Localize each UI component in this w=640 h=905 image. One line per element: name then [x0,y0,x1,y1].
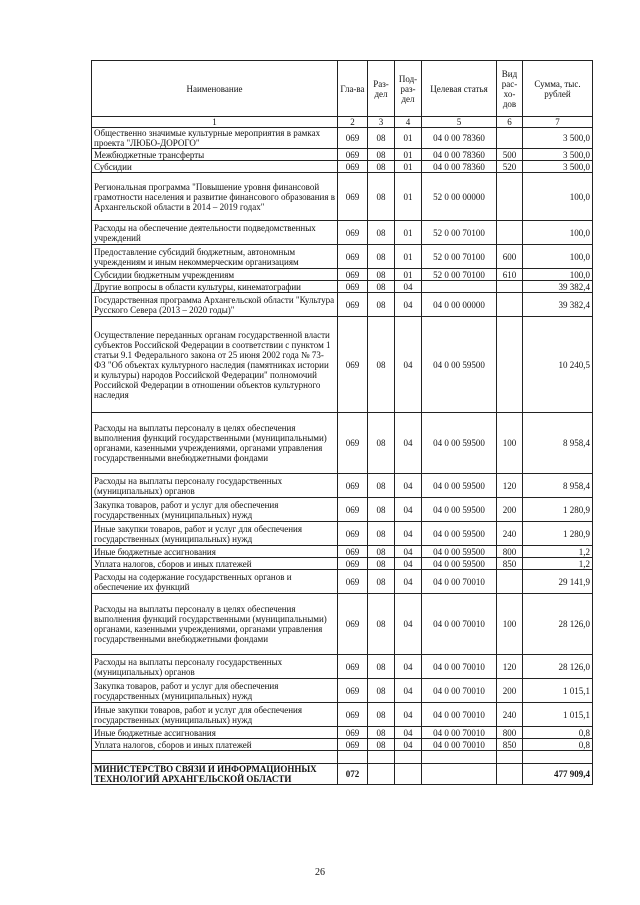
table-row [92,727,593,739]
row-podrazdel: 04 [395,413,422,474]
row-razdel: 08 [368,739,395,751]
table-row [92,221,593,245]
table-row [92,173,593,221]
row-celevaya-statya [422,281,497,293]
row-name: Закупка товаров, работ и услуг для обеспечения государственных (муниципальных) нужд [92,498,338,522]
row-vid-rashodov: 800 [497,546,523,558]
row-vid-rashodov: 100 [497,594,523,655]
row-summa: 28 126,0 [523,594,593,655]
row-summa: 39 382,4 [523,281,593,293]
row-summa: 100,0 [523,173,593,221]
column-index: 5 [422,117,497,128]
header-vid-rashodov: Вид рас-хо-дов [497,61,523,117]
row-podrazdel: 04 [395,655,422,679]
row-vid-rashodov: 500 [497,149,523,161]
row-name: Субсидии бюджетным учреждениям [92,269,338,281]
row-glava: 069 [338,293,368,317]
row-glava: 069 [338,739,368,751]
column-index: 1 [92,117,338,128]
table-row [92,161,593,173]
table-row [92,655,593,679]
row-razdel: 08 [368,703,395,727]
row-razdel: 08 [368,558,395,570]
row-summa: 0,8 [523,739,593,751]
row-celevaya-statya: 04 0 00 59500 [422,558,497,570]
header-glava: Гла-ва [338,61,368,117]
row-vid-rashodov: 200 [497,498,523,522]
row-razdel: 08 [368,128,395,149]
row-glava: 069 [338,221,368,245]
row-podrazdel: 04 [395,679,422,703]
row-vid-rashodov [497,221,523,245]
row-name: Межбюджетные трансферты [92,149,338,161]
header-row [92,61,593,117]
row-celevaya-statya: 04 0 00 70010 [422,570,497,594]
row-celevaya-statya: 04 0 00 70010 [422,594,497,655]
row-name: Уплата налогов, сборов и иных платежей [92,558,338,570]
row-podrazdel: 04 [395,739,422,751]
row-celevaya-statya: 04 0 00 70010 [422,679,497,703]
row-podrazdel: 04 [395,594,422,655]
table-body [92,128,593,751]
row-podrazdel: 01 [395,161,422,173]
row-summa: 1 015,1 [523,703,593,727]
row-vid-rashodov [497,173,523,221]
row-summa: 3 500,0 [523,149,593,161]
row-vid-rashodov: 600 [497,245,523,269]
table-row [92,293,593,317]
table-row [92,498,593,522]
table-row [92,594,593,655]
row-glava: 069 [338,128,368,149]
row-celevaya-statya: 04 0 00 70010 [422,703,497,727]
column-index: 4 [395,117,422,128]
row-glava: 069 [338,474,368,498]
table-row [92,269,593,281]
row-celevaya-statya: 04 0 00 78360 [422,149,497,161]
row-summa: 39 382,4 [523,293,593,317]
ministry-vid-rashodov [497,764,523,785]
row-glava: 069 [338,727,368,739]
table-row [92,281,593,293]
row-glava: 069 [338,558,368,570]
row-celevaya-statya: 52 0 00 70100 [422,245,497,269]
row-razdel: 08 [368,655,395,679]
row-podrazdel: 04 [395,474,422,498]
row-vid-rashodov [497,281,523,293]
row-celevaya-statya: 52 0 00 00000 [422,173,497,221]
row-glava: 069 [338,546,368,558]
ministry-celevaya-statya [422,764,497,785]
row-podrazdel: 04 [395,293,422,317]
row-summa: 100,0 [523,221,593,245]
row-name: Иные бюджетные ассигнования [92,727,338,739]
row-celevaya-statya: 04 0 00 59500 [422,413,497,474]
row-vid-rashodov: 850 [497,558,523,570]
row-summa: 10 240,5 [523,317,593,413]
row-name: Субсидии [92,161,338,173]
ministry-name: МИНИСТЕРСТВО СВЯЗИ И ИНФОРМАЦИОННЫХ ТЕХНОЛОГИЙ АРХАНГЕЛЬСКОЙ ОБЛАСТИ [92,764,338,785]
ministry-razdel [368,764,395,785]
row-glava: 069 [338,413,368,474]
header-celevaya-statya: Целевая статья [422,61,497,117]
row-vid-rashodov: 850 [497,739,523,751]
row-summa: 8 958,4 [523,413,593,474]
row-glava: 069 [338,522,368,546]
row-vid-rashodov: 610 [497,269,523,281]
ministry-summa: 477 909,4 [523,764,593,785]
row-razdel: 08 [368,498,395,522]
row-razdel: 08 [368,317,395,413]
table-row [92,149,593,161]
row-name: Расходы на выплаты персоналу в целях обеспечения выполнения функций государственными (муниципальными) органами, казенными учреждениями, органами управления государственными внебюджетными фондами [92,413,338,474]
table-row [92,546,593,558]
row-glava: 069 [338,245,368,269]
row-razdel: 08 [368,173,395,221]
row-podrazdel: 04 [395,570,422,594]
row-glava: 069 [338,570,368,594]
row-name: Иные бюджетные ассигнования [92,546,338,558]
row-podrazdel: 01 [395,221,422,245]
row-glava: 069 [338,269,368,281]
row-glava: 069 [338,594,368,655]
row-name: Иные закупки товаров, работ и услуг для обеспечения государственных (муниципальных) нужд [92,522,338,546]
ministry-podrazdel [395,764,422,785]
row-podrazdel: 01 [395,128,422,149]
table-row [92,703,593,727]
row-summa: 1,2 [523,546,593,558]
row-celevaya-statya: 04 0 00 70010 [422,655,497,679]
column-index: 3 [368,117,395,128]
row-summa: 0,8 [523,727,593,739]
row-celevaya-statya: 04 0 00 59500 [422,317,497,413]
row-podrazdel: 04 [395,546,422,558]
row-vid-rashodov: 240 [497,522,523,546]
table-row [92,128,593,149]
row-name: Расходы на выплаты персоналу государственных (муниципальных) органов [92,655,338,679]
row-glava: 069 [338,149,368,161]
row-razdel: 08 [368,546,395,558]
row-vid-rashodov: 100 [497,413,523,474]
row-vid-rashodov: 800 [497,727,523,739]
row-celevaya-statya: 04 0 00 00000 [422,293,497,317]
row-name: Региональная программа "Повышение уровня финансовой грамотности населения и развитие финансового образования в Архангельской области в 2014 – 2019 годах" [92,173,338,221]
row-glava: 069 [338,161,368,173]
row-glava: 069 [338,498,368,522]
table-row [92,558,593,570]
row-razdel: 08 [368,161,395,173]
row-vid-rashodov: 520 [497,161,523,173]
row-podrazdel: 04 [395,522,422,546]
row-celevaya-statya: 04 0 00 59500 [422,522,497,546]
row-podrazdel: 01 [395,269,422,281]
row-summa: 1 280,9 [523,522,593,546]
row-summa: 1 015,1 [523,679,593,703]
row-podrazdel: 04 [395,281,422,293]
row-summa: 3 500,0 [523,128,593,149]
row-glava: 069 [338,655,368,679]
page-number: 26 [315,867,325,878]
row-celevaya-statya: 04 0 00 59500 [422,498,497,522]
row-celevaya-statya: 04 0 00 70010 [422,739,497,751]
row-razdel: 08 [368,245,395,269]
spacer-row [92,751,593,764]
row-summa: 29 141,9 [523,570,593,594]
table-row [92,679,593,703]
row-summa: 3 500,0 [523,161,593,173]
header-podrazdel: Под-раз-дел [395,61,422,117]
row-celevaya-statya: 04 0 00 59500 [422,546,497,558]
row-glava: 069 [338,173,368,221]
ministry-row [92,764,593,785]
column-index: 6 [497,117,523,128]
row-name: Расходы на выплаты персоналу в целях обеспечения выполнения функций государственными (муниципальными) органами, казенными учреждениями, органами управления государственными внебюджетными фондами [92,594,338,655]
row-name: Осуществление переданных органам государственной власти субъектов Российской Федерации в соответствии с пунктом 1 статьи 9.1 Федерального закона от 25 июня 2002 года № 73-ФЗ "Об объектах культурного наследия (памятниках истории и культуры) народов Российской Федерации" полномочий Российской Федерации в отношении объектов культурного наследия [92,317,338,413]
ministry-glava: 072 [338,764,368,785]
table-row [92,474,593,498]
row-razdel: 08 [368,269,395,281]
row-glava: 069 [338,679,368,703]
row-celevaya-statya: 04 0 00 78360 [422,128,497,149]
row-podrazdel: 04 [395,317,422,413]
table-row [92,522,593,546]
budget-table [91,60,593,785]
row-razdel: 08 [368,149,395,161]
row-glava: 069 [338,703,368,727]
row-razdel: 08 [368,594,395,655]
row-celevaya-statya: 04 0 00 70010 [422,727,497,739]
row-celevaya-statya: 52 0 00 70100 [422,221,497,245]
table-row [92,317,593,413]
row-name: Расходы на содержание государственных органов и обеспечение их функций [92,570,338,594]
row-podrazdel: 01 [395,149,422,161]
row-razdel: 08 [368,474,395,498]
row-podrazdel: 01 [395,245,422,269]
column-index: 7 [523,117,593,128]
row-name: Закупка товаров, работ и услуг для обеспечения государственных (муниципальных) нужд [92,679,338,703]
row-razdel: 08 [368,679,395,703]
column-index-row [92,117,593,128]
row-name: Другие вопросы в области культуры, кинематографии [92,281,338,293]
row-name: Уплата налогов, сборов и иных платежей [92,739,338,751]
row-celevaya-statya: 04 0 00 59500 [422,474,497,498]
row-vid-rashodov: 120 [497,655,523,679]
row-name: Общественно значимые культурные мероприятия в рамках проекта "ЛЮБО-ДОРОГО" [92,128,338,149]
table-row [92,413,593,474]
row-summa: 8 958,4 [523,474,593,498]
row-razdel: 08 [368,570,395,594]
row-name: Расходы на обеспечение деятельности подведомственных учреждений [92,221,338,245]
row-celevaya-statya: 52 0 00 70100 [422,269,497,281]
column-index: 2 [338,117,368,128]
row-vid-rashodov: 200 [497,679,523,703]
row-vid-rashodov: 120 [497,474,523,498]
row-summa: 28 126,0 [523,655,593,679]
row-razdel: 08 [368,221,395,245]
row-name: Предоставление субсидий бюджетным, автономным учреждениям и иным некоммерческим организациям [92,245,338,269]
header-razdel: Раз-дел [368,61,395,117]
row-razdel: 08 [368,293,395,317]
table-row [92,245,593,269]
row-vid-rashodov [497,570,523,594]
row-vid-rashodov: 240 [497,703,523,727]
row-summa: 1 280,9 [523,498,593,522]
row-podrazdel: 01 [395,173,422,221]
row-summa: 100,0 [523,245,593,269]
row-razdel: 08 [368,281,395,293]
row-celevaya-statya: 04 0 00 78360 [422,161,497,173]
row-podrazdel: 04 [395,498,422,522]
row-vid-rashodov [497,317,523,413]
row-vid-rashodov [497,293,523,317]
row-razdel: 08 [368,727,395,739]
header-summa: Сумма, тыс. рублей [523,61,593,117]
row-podrazdel: 04 [395,727,422,739]
row-glava: 069 [338,281,368,293]
row-vid-rashodov [497,128,523,149]
table-row [92,570,593,594]
row-name: Расходы на выплаты персоналу государственных (муниципальных) органов [92,474,338,498]
row-name: Иные закупки товаров, работ и услуг для обеспечения государственных (муниципальных) нужд [92,703,338,727]
row-razdel: 08 [368,413,395,474]
row-summa: 1,2 [523,558,593,570]
row-podrazdel: 04 [395,558,422,570]
row-podrazdel: 04 [395,703,422,727]
table-row [92,739,593,751]
row-name: Государственная программа Архангельской области "Культура Русского Севера (2013 – 2020 годы)" [92,293,338,317]
row-glava: 069 [338,317,368,413]
row-summa: 100,0 [523,269,593,281]
row-razdel: 08 [368,522,395,546]
header-name: Наименование [92,61,338,117]
